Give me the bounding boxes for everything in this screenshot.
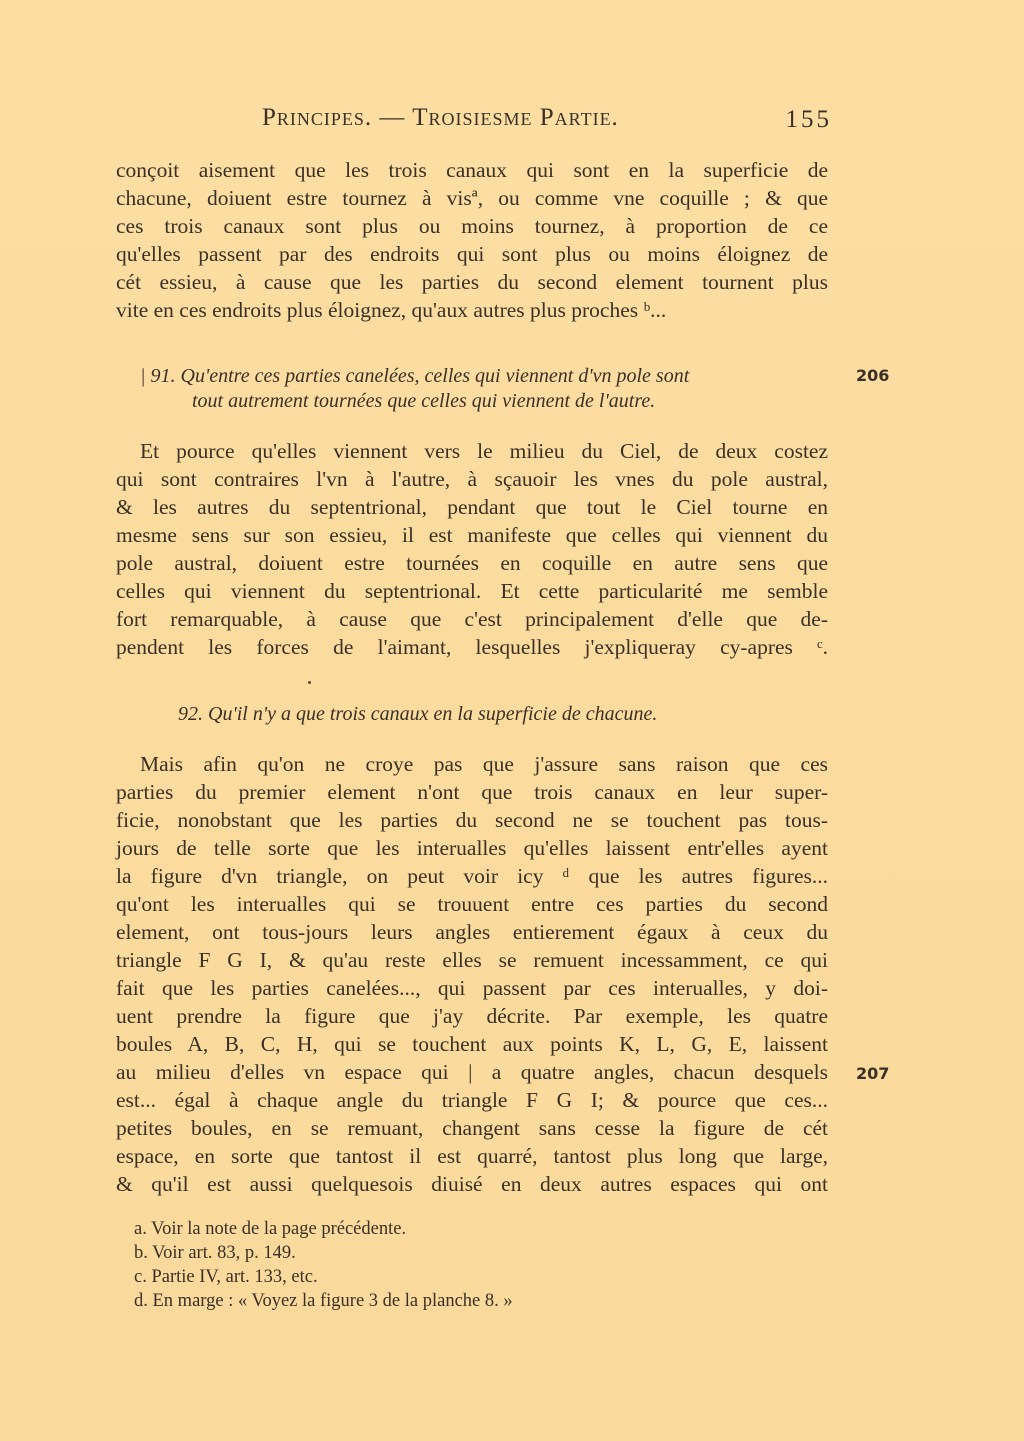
section-91-heading-line-2: tout autrement tournées que celles qui viennent de l'autre. xyxy=(192,390,656,412)
text-line: ficie, nonobstant que les parties du second ne se touchent pas tous- xyxy=(116,808,828,832)
text-line: celles qui viennent du septentrional. Et cette particularité me semble xyxy=(116,579,828,603)
margin-page-ref-206: 206 xyxy=(856,366,890,385)
text-line: uent prendre la figure que j'ay décrite. Par exemple, les quatre xyxy=(116,1004,828,1028)
text-line: est... égal à chaque angle du triangle F G I; & pource que ces... xyxy=(116,1088,828,1112)
page-number: 155 xyxy=(785,106,832,133)
text-line: fort remarquable, à cause que c'est principalement d'elle que de- xyxy=(116,607,828,631)
text-line: ces trois canaux sont plus ou moins tournez, à proportion de ce xyxy=(116,214,828,238)
text-line: parties du premier element n'ont que trois canaux en leur super- xyxy=(116,780,828,804)
text-line: pendent les forces de l'aimant, lesquelles j'expliqueray cy-apres ᶜ. xyxy=(116,635,828,659)
text-line: pole austral, doiuent estre tournées en coquille en autre sens que xyxy=(116,551,828,575)
text-line: au milieu d'elles vn espace qui | a quatre angles, chacun desquels xyxy=(116,1060,828,1084)
footnote: d. En marge : « Voyez la figure 3 de la planche 8. » xyxy=(134,1291,513,1311)
running-title: Principes. — Troisiesme Partie. xyxy=(262,104,619,131)
footnote: b. Voir art. 83, p. 149. xyxy=(134,1243,296,1263)
text-line: espace, en sorte que tantost il est quarré, tantost plus long que large, xyxy=(116,1144,828,1168)
text-line: element, ont tous-jours leurs angles entierement égaux à ceux du xyxy=(116,920,828,944)
footnote: c. Partie IV, art. 133, etc. xyxy=(134,1267,318,1287)
text-line: la figure d'vn triangle, on peut voir icy ᵈ que les autres figures... xyxy=(116,864,828,888)
text-line: chacune, doiuent estre tournez à visª, ou comme vne coquille ; & que xyxy=(116,186,828,210)
paragraph-2 xyxy=(116,437,828,661)
print-speck xyxy=(308,681,311,684)
section-91-heading-line-1: | 91. Qu'entre ces parties canelées, celles qui viennent d'vn pole sont xyxy=(140,365,690,387)
text-line: qui sont contraires l'vn à l'autre, à sçauoir les vnes du pole austral, xyxy=(116,467,828,491)
text-line: qu'ont les interualles qui se trouuent entre ces parties du second xyxy=(116,892,828,916)
text-line: mesme sens sur son essieu, il est manifeste que celles qui viennent du xyxy=(116,523,828,547)
text-line: Mais afin qu'on ne croye pas que j'assure sans raison que ces xyxy=(140,752,828,776)
paragraph-3 xyxy=(116,750,828,1198)
text-line: vite en ces endroits plus éloignez, qu'aux autres plus proches ᵇ... xyxy=(116,298,667,322)
text-line: petites boules, en se remuant, changent sans cesse la figure de cét xyxy=(116,1116,828,1140)
footnotes xyxy=(134,1217,513,1313)
text-line: fait que les parties canelées..., qui passent par ces interualles, y doi- xyxy=(116,976,828,1000)
text-line: jours de telle sorte que les interualles qu'elles laissent entr'elles ayent xyxy=(116,836,828,860)
footnote: a. Voir la note de la page précédente. xyxy=(134,1219,407,1239)
text-line: & qu'il est aussi quelquesois diuisé en deux autres espaces qui ont xyxy=(116,1172,828,1196)
text-line: cét essieu, à cause que les parties du second element tournent plus xyxy=(116,270,828,294)
text-line: qu'elles passent par des endroits qui sont plus ou moins éloignez de xyxy=(116,242,828,266)
margin-page-ref-207: 207 xyxy=(856,1064,890,1083)
running-head xyxy=(262,104,832,132)
text-line: boules A, B, C, H, qui se touchent aux points K, L, G, E, laissent xyxy=(116,1032,828,1056)
paragraph-1 xyxy=(116,156,828,324)
text-line: conçoit aisement que les trois canaux qui sont en la superficie de xyxy=(116,158,828,182)
text-line: & les autres du septentrional, pendant que tout le Ciel tourne en xyxy=(116,495,828,519)
text-line: triangle F G I, & qu'au reste elles se remuent incessamment, ce qui xyxy=(116,948,828,972)
section-92-heading: 92. Qu'il n'y a que trois canaux en la superficie de chacune. xyxy=(178,703,658,725)
text-line: Et pource qu'elles viennent vers le milieu du Ciel, de deux costez xyxy=(140,439,828,463)
